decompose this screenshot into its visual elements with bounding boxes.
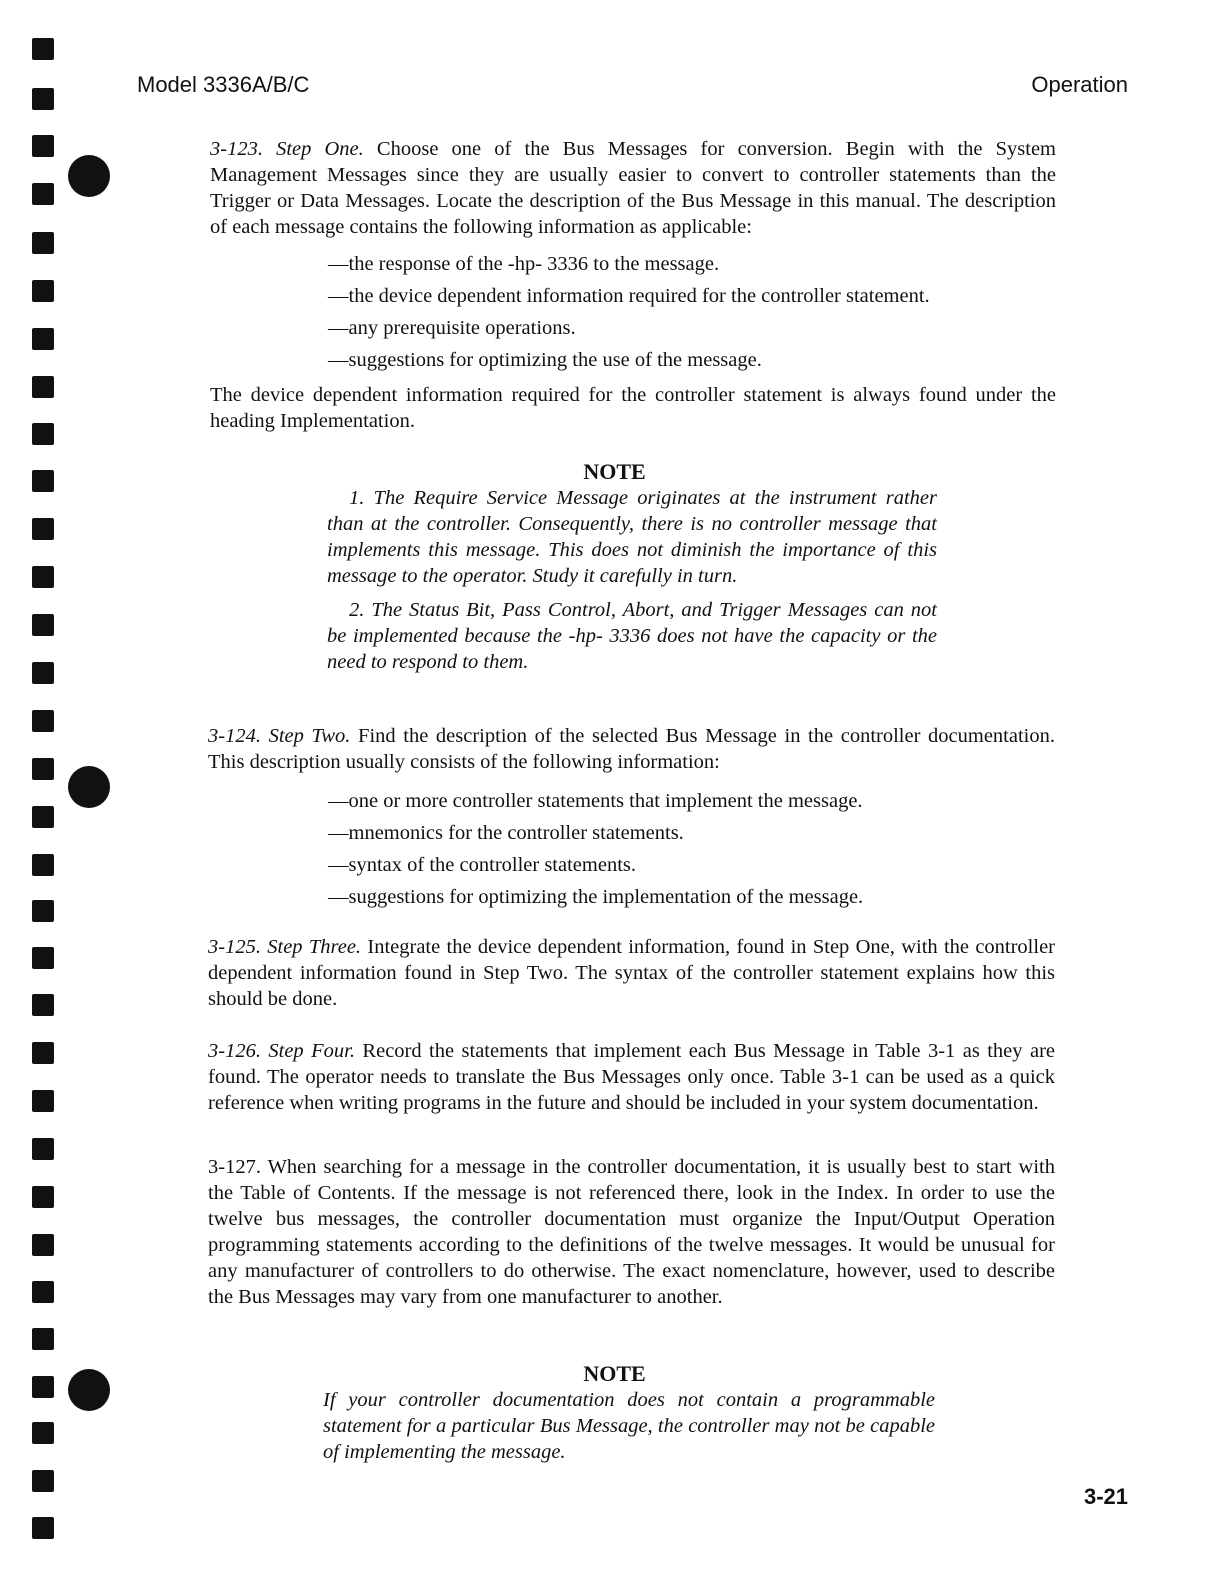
binding-mark xyxy=(32,947,54,969)
binding-mark xyxy=(32,994,54,1016)
paragraph-3-125 xyxy=(208,934,1055,1012)
paragraph-text: Find the description of the selected Bus Message in the controller documentation. This description usually consists of the following information: xyxy=(208,725,1055,773)
page-number: 3-21 xyxy=(1083,1484,1128,1509)
binding-mark xyxy=(32,183,54,205)
binding-mark xyxy=(32,662,54,684)
binding-mark xyxy=(32,854,54,876)
binding-mark xyxy=(32,38,54,60)
binding-mark xyxy=(32,1090,54,1112)
binding-mark xyxy=(32,1517,54,1539)
binding-mark xyxy=(32,1186,54,1208)
binding-mark xyxy=(32,376,54,398)
punch-hole xyxy=(68,766,110,808)
binding-mark xyxy=(32,1281,54,1303)
binding-mark xyxy=(32,1138,54,1160)
paragraph-lead: 3-126. Step Four. xyxy=(208,1040,355,1062)
punch-hole xyxy=(68,155,110,197)
info-list-step-one xyxy=(328,248,930,376)
paragraph-lead: 3-124. Step Two. xyxy=(208,725,351,747)
note-item: 1. The Require Service Message originates at the instrument rather than at the controller. Consequently, there is no controller message that implements this message. This does not diminish the importance of this message to the operator. Study it carefully in turn. xyxy=(327,487,937,587)
header-model: Model 3336A/B/C xyxy=(137,72,310,97)
binding-mark xyxy=(32,88,54,110)
binding-mark xyxy=(32,1422,54,1444)
binding-mark xyxy=(32,232,54,254)
paragraph-text: Record the statements that implement each Bus Message in Table 3-1 as they are found. The operator needs to translate the Bus Messages only once. Table 3-1 can be used as a quick reference when writing programs in the future and should be included in your system documentation. xyxy=(208,1040,1055,1114)
binding-mark xyxy=(32,1234,54,1256)
list-item: —suggestions for optimizing the implementation of the message. xyxy=(328,886,864,908)
binding-mark xyxy=(32,614,54,636)
binding-mark xyxy=(32,423,54,445)
binding-mark xyxy=(32,806,54,828)
list-item: —suggestions for optimizing the use of the message. xyxy=(328,349,762,371)
binding-mark xyxy=(32,1042,54,1064)
paragraph-3-124 xyxy=(208,723,1055,775)
binding-mark xyxy=(32,710,54,732)
note-body xyxy=(323,1387,935,1465)
paragraph-text: Choose one of the Bus Messages for conversion. Begin with the System Management Messages since they are usually easier to convert to controller statements than the Trigger or Data Messages. Locate the description of the Bus Message in this manual. The description of each message contains the following information as applicable: xyxy=(210,138,1056,238)
info-list-step-two xyxy=(328,785,863,913)
note-title: NOTE xyxy=(583,1361,646,1386)
list-item: —syntax of the controller statements. xyxy=(328,854,636,876)
binding-mark xyxy=(32,518,54,540)
header-section: Operation xyxy=(1031,72,1128,97)
binding-mark xyxy=(32,1328,54,1350)
paragraph-lead: 3-125. Step Three. xyxy=(208,936,362,958)
list-item: —one or more controller statements that implement the message. xyxy=(328,790,863,812)
list-item: —the device dependent information required for the controller statement. xyxy=(328,285,930,307)
note-body xyxy=(327,485,937,675)
note-item: If your controller documentation does not contain a programmable statement for a particular Bus Message, the controller may not be capable of implementing the message. xyxy=(323,1389,935,1463)
note-title: NOTE xyxy=(583,459,646,484)
binding-mark xyxy=(32,566,54,588)
binding-mark xyxy=(32,1470,54,1492)
paragraph-3-126 xyxy=(208,1038,1055,1116)
binding-mark xyxy=(32,280,54,302)
paragraph-lead: 3-123. Step One. xyxy=(210,138,364,160)
paragraph-3-127: 3-127. When searching for a message in the controller documentation, it is usually best to start with the Table of Contents. If the message is not referenced there, look in the Index. In order to use the twelve bus messages, the controller documentation must organize the Input/Output Operation programming statements according to the definitions of the twelve messages. It would be unusual for any manufacturer of controllers to do otherwise. The exact nomenclature, however, used to describe the Bus Messages may vary from one manufacturer to another. xyxy=(208,1156,1055,1308)
list-item: —any prerequisite operations. xyxy=(328,317,576,339)
binding-mark xyxy=(32,135,54,157)
list-item: —mnemonics for the controller statements. xyxy=(328,822,684,844)
paragraph-text: Integrate the device dependent information, found in Step One, with the controller dependent information found in Step Two. The syntax of the controller statement explains how this should be done. xyxy=(208,936,1056,1010)
paragraph-implementation: The device dependent information required for the controller statement is always found under the heading Implementation. xyxy=(210,384,1056,432)
paragraph-3-123 xyxy=(210,136,1056,240)
binding-mark xyxy=(32,328,54,350)
note-item: 2. The Status Bit, Pass Control, Abort, and Trigger Messages can not be implemented because the -hp- 3336 does not have the capacity or the need to respond to them. xyxy=(327,599,937,673)
list-item: —the response of the -hp- 3336 to the message. xyxy=(328,253,720,275)
binding-mark xyxy=(32,758,54,780)
binding-mark xyxy=(32,900,54,922)
